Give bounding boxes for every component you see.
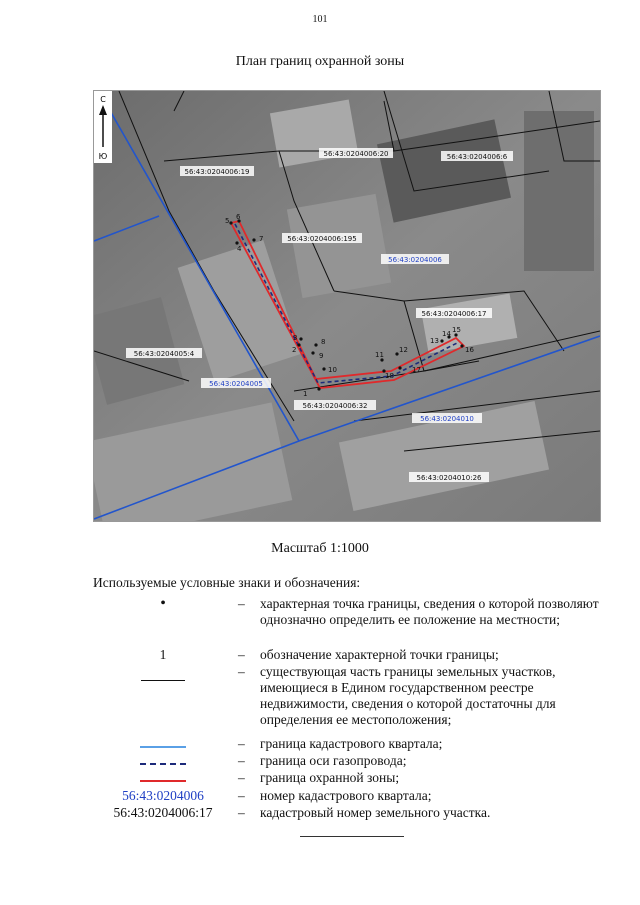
point-label: 16 [465,346,474,354]
quarter-label: 56:43:0204005 [209,380,263,388]
map-scale: Масштаб 1:1000 [271,541,369,556]
parcel-label: 56:43:0204006:195 [287,235,357,243]
boundary-map [93,90,601,522]
point-label: 7 [259,235,264,243]
quarter-number-symbol: 56:43:0204006 [122,788,204,803]
point-label: 2 [292,346,297,354]
point-label: 11 [375,351,384,359]
point-label: 3 [293,334,298,342]
legend-desc: граница охранной зоны; [260,770,400,785]
legend-desc: граница кадастрового квартала; [260,736,443,751]
point-label: 12 [399,346,408,354]
zone-symbol [140,780,186,782]
point-label: 15 [452,326,461,334]
point-label: 6 [236,213,241,221]
legend-title: Используемые условные знаки и обозначения: [93,575,361,590]
legend-dash: – [238,770,245,785]
parcel-label: 56:43:0204006:17 [421,310,487,318]
end-line [300,836,404,837]
point-label: 5 [225,217,230,225]
legend-dash: – [238,647,245,662]
point-label: 1 [303,390,308,398]
parcel-label: 56:43:0204006:19 [184,168,250,176]
legend-desc: обозначение характерной точки границы; [260,647,499,662]
svg-text:С: С [100,95,106,104]
parcel-number-symbol: 56:43:0204006:17 [113,805,213,820]
point-label: 10 [328,366,337,374]
point-label: 13 [430,337,439,345]
gas-axis-symbol [140,763,186,765]
page-number: 101 [312,14,328,25]
legend-dash: – [238,736,245,751]
legend-dash: – [238,788,245,803]
legend-dash: – [238,596,245,611]
legend-dash: – [238,805,245,820]
quarter-label: 56:43:0204006 [388,256,442,264]
parcel-label: 56:43:0204006:20 [323,150,389,158]
parcel-border-symbol [141,680,185,681]
point-label: 4 [237,245,242,253]
legend-dash: – [238,664,245,679]
legend-desc: номер кадастрового квартала; [260,788,432,803]
compass [94,91,112,163]
legend-desc: характерная точка границы, сведения о которой позволяют однозначно определить ее положение на местности; [260,596,599,627]
map-canvas [94,91,600,521]
parcel-label: 56:43:0204006:32 [302,402,368,410]
point-label: 14 [442,330,451,338]
point-label: 18 [385,372,394,380]
legend-desc: граница оси газопровода; [260,753,407,768]
point-label: 9 [319,352,324,360]
quarter-label: 56:43:0204010 [420,415,474,423]
number-symbol: 1 [159,647,167,662]
point-label: 8 [321,338,326,346]
parcel-label: 56:43:0204006:6 [446,153,508,161]
point-symbol: • [160,595,166,612]
legend-desc: кадастровый номер земельного участка. [260,805,491,820]
page-title: План границ охранной зоны [235,54,405,69]
point-label: 17 [412,366,421,374]
legend-desc: существующая часть границы земельных участков, имеющиеся в Едином государственном реестре недвижимости, сведения о которой достаточны для определения ее местоположения; [260,664,556,727]
quarter-border-symbol [140,746,186,748]
legend-dash: – [238,753,245,768]
svg-text:Ю: Ю [98,152,108,161]
parcel-label: 56:43:0204010:26 [416,474,482,482]
parcel-label: 56:43:0204005:4 [133,350,195,358]
